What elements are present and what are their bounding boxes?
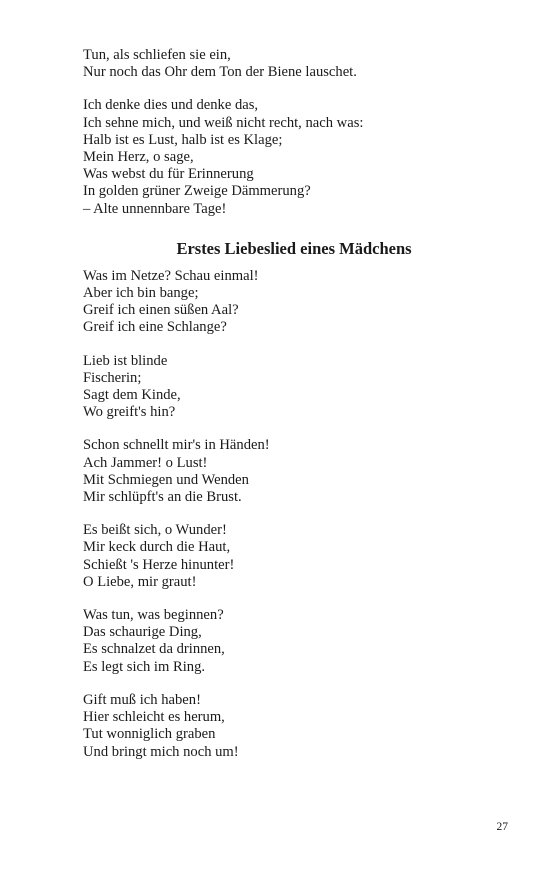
page-text [83, 47, 483, 777]
poem-line: – Alte unnennbare Tage! [83, 200, 227, 217]
poem [83, 239, 483, 761]
poem-line: Was im Netze? Schau einmal! [83, 267, 259, 284]
poem-line: Sagt dem Kinde, [83, 387, 181, 404]
stanza [83, 268, 483, 337]
poem-line: Greif ich eine Schlange? [83, 319, 227, 336]
poem-line: Gift muß ich haben! [83, 691, 201, 708]
poem-line: Nur noch das Ohr dem Ton der Biene lauschet. [83, 64, 357, 81]
poem-line: Und bringt mich noch um! [83, 743, 239, 760]
poem-line: Ach Jammer! o Lust! [83, 454, 208, 471]
poem-line: Schon schnellt mir's in Händen! [83, 437, 270, 454]
page-number: 27 [496, 821, 508, 833]
stanza [83, 437, 483, 506]
poem-line: Es beißt sich, o Wunder! [83, 522, 227, 539]
poem-line: Ich denke dies und denke das, [83, 97, 259, 114]
poem-line: Wo greift's hin? [83, 404, 176, 421]
stanza [83, 47, 483, 81]
stanza [83, 353, 483, 422]
poem-line: O Liebe, mir graut! [83, 573, 197, 590]
poem-line: Ich sehne mich, und weiß nicht recht, nach was: [83, 114, 364, 131]
poem-line: Es legt sich im Ring. [83, 658, 206, 675]
poem-line: Fischerin; [83, 369, 142, 386]
poem-line: Mir keck durch die Haut, [83, 539, 231, 556]
poem-line: Greif ich einen süßen Aal? [83, 302, 239, 319]
poem-line: Halb ist es Lust, halb ist es Klage; [83, 131, 283, 148]
poem-line: Mir schlüpft's an die Brust. [83, 489, 242, 506]
stanza [83, 522, 483, 591]
poem-title: Erstes Liebeslied eines Mädchens [176, 238, 412, 258]
poem-line: Mein Herz, o sage, [83, 149, 194, 166]
poem-line: Hier schleicht es herum, [83, 709, 225, 726]
poem-line: Tut wonniglich graben [83, 726, 216, 743]
poem-line: Schießt 's Herze hinunter! [83, 556, 235, 573]
poem-line: Was webst du für Erinnerung [83, 166, 254, 183]
poem-line: In golden grüner Zweige Dämmerung? [83, 183, 311, 200]
poem-line: Mit Schmiegen und Wenden [83, 471, 249, 488]
continued-poem [83, 47, 483, 218]
poem-line: Es schnalzet da drinnen, [83, 641, 225, 658]
stanza [83, 97, 483, 217]
poem-line: Lieb ist blinde [83, 352, 168, 369]
poem-line: Was tun, was beginnen? [83, 607, 224, 624]
stanza [83, 607, 483, 676]
poem-line: Aber ich bin bange; [83, 285, 199, 302]
poem-line: Das schaurige Ding, [83, 624, 202, 641]
stanza [83, 692, 483, 761]
poem-line: Tun, als schliefen sie ein, [83, 47, 231, 63]
